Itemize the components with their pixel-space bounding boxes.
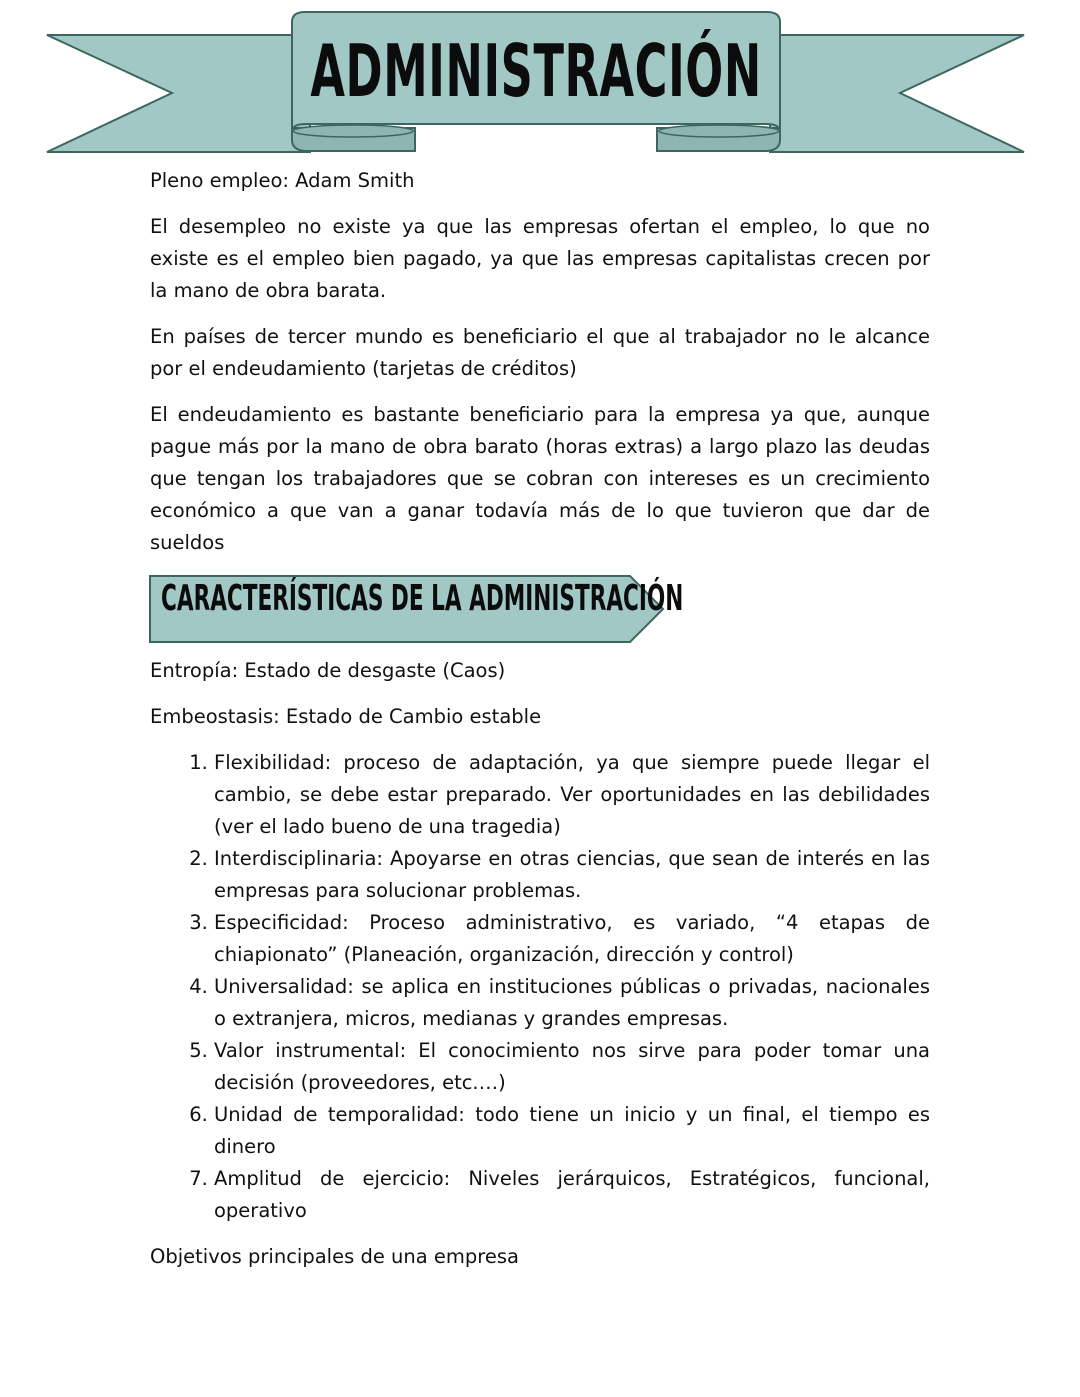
closing-heading: Objetivos principales de una empresa [150,1245,519,1268]
page-title: ADMINISTRACIÓN [310,29,762,113]
definition: Embeostasis: Estado de Cambio estable [150,705,542,728]
list-item: 2. Interdisciplinaria: Apoyarse en otras ciencias, que sean de interés en las empresas para solucionar problemas. [214,843,930,907]
list-item: 6. Unidad de temporalidad: todo tiene un inicio y un final, el tiempo es dinero [214,1099,930,1163]
list-item: 4. Universalidad: se aplica en instituciones públicas o privadas, nacionales o extranjera, micros, medianas y grandes empresas. [214,971,930,1035]
list-item: 7. Amplitud de ejercicio: Niveles jerárquicos, Estratégicos, funcional, operativo [214,1163,930,1227]
paragraph: En países de tercer mundo es beneficiario el que al trabajador no le alcance por el endeudamiento (tarjetas de créditos) [150,325,930,380]
characteristics-list [150,747,930,1227]
section-title: CARACTERÍSTICAS DE LA ADMINISTRACIÓN [161,578,684,619]
page-title-banner [292,14,780,128]
list-item: 5. Valor instrumental: El conocimiento nos sirve para poder tomar una decisión (proveedores, etc.…) [214,1035,930,1099]
document-body [150,165,930,1287]
paragraph: El desempleo no existe ya que las empresas ofertan el empleo, lo que no existe es el empleo bien pagado, ya que las empresas capitalistas crecen por la mano de obra barata. [150,215,930,302]
list-item: 1. Flexibilidad: proceso de adaptación, ya que siempre puede llegar el cambio, se debe estar preparado. Ver oportunidades en las debilidades (ver el lado bueno de una tragedia) [214,747,930,843]
list-item: 3. Especificidad: Proceso administrativo, es variado, “4 etapas de chiapionato” (Planeación, organización, dirección y control) [214,907,930,971]
definition: Entropía: Estado de desgaste (Caos) [150,659,506,682]
paragraph: El endeudamiento es bastante beneficiario para la empresa ya que, aunque pague más por la mano de obra barato (horas extras) a largo plazo las deudas que tengan los trabajadores que se cobran con intereses es un crecimiento económico a que van a ganar todavía más de lo que tuvieron que dar de sueldos [150,403,930,554]
section-banner [149,575,930,643]
intro-heading: Pleno empleo: Adam Smith [150,169,415,192]
